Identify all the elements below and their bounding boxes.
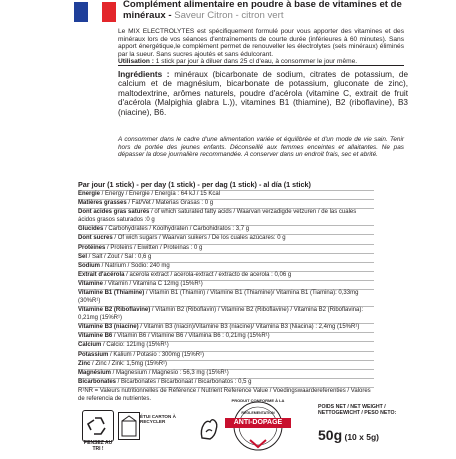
nutrition-row <box>78 190 374 199</box>
nutrition-row-value: / Salt / Zout / Sal : 0,6 g <box>87 253 152 260</box>
carton-label: ÉTUI CARTON À RECYCLER <box>140 414 176 425</box>
nutrition-row <box>78 332 374 341</box>
nutrition-row-value: / Calcio: 121mg (15%R¹) <box>101 342 169 349</box>
nutrition-row-value: / Kalium / Potasio : 300mg (15%R¹) <box>108 351 205 358</box>
usage-text: 1 stick par jour à diluer dans 25 cl d'eau, à consommer le jour même. <box>153 58 358 66</box>
nutrition-row-value: / of which saturated fatty acids / Waarvan verzadigde vetzuren / de las cuales ácidos grasos saturados :0 g <box>78 209 357 223</box>
nutrition-row-label: Calcium <box>78 342 102 349</box>
nutrition-row <box>78 323 374 332</box>
nutrition-row-label: Magnésium <box>78 369 112 376</box>
nutrition-row-value: / Bicarbonates / Bicarbonaat / Bicarbonatos : 0,5 g <box>116 379 252 386</box>
nutrition-row-label: Dont acides gras saturés <box>78 209 150 216</box>
flag-red-stripe <box>102 2 116 22</box>
nutrition-row <box>78 341 374 350</box>
nutrition-row <box>78 360 374 369</box>
nutrition-row <box>78 378 374 387</box>
nutrition-row-label: Sel <box>78 253 88 260</box>
recycle-symbol-icon <box>83 411 113 441</box>
nutrition-row-label: Bicarbonates <box>78 379 117 386</box>
nutrition-row-label: Vitamine <box>78 281 103 288</box>
flag-white-stripe <box>88 2 102 22</box>
nutrition-row-value: / Vitamin B2 (Riboflavin) / Vitamine B2 (Riboflavine) / Vitamina B2 (Riboflavina): 0,21mg (15%R¹) <box>78 307 364 321</box>
recycle-icon <box>82 410 114 442</box>
nutrition-table <box>78 190 374 404</box>
nutrition-row-label: Matières grasses <box>78 200 127 207</box>
nutrition-row-label: Potassium <box>78 351 109 358</box>
ingredients-block <box>118 70 408 117</box>
net-weight-amount: 50g <box>318 427 343 443</box>
nutrition-row <box>78 253 374 262</box>
net-weight-label <box>318 404 408 416</box>
nutrition-row-label: Vitamine B6 <box>78 333 113 340</box>
nutrition-row-value: / Vitamin B1 (Thiamin) / Vitamine B1 (Thiamine)/ Vitamina B1 (Tiamina): 0,33mg (30%R¹) <box>78 290 359 305</box>
nutrition-row-label: Zinc <box>78 360 91 367</box>
usage-label: Utilisation : <box>118 58 154 66</box>
nutrition-row-value: / Vitamin B6 / Vitamine B6 / Vitamina B6 : 0,21mg (15%R¹) <box>112 333 270 340</box>
carton-icon-shape <box>119 413 139 439</box>
ingredients-label: Ingrédients : <box>118 70 170 79</box>
nutrition-row-value: / Magnesium / Magnesio : 56,3 mg (15%R¹) <box>111 369 229 376</box>
carton-box-icon <box>118 412 140 440</box>
nutrition-row <box>78 225 374 234</box>
nutrition-row-label: Vitamine B2 (Riboflavine) <box>78 307 151 314</box>
nutrition-row-label: Vitamine B1 (Thiamine) <box>78 290 145 297</box>
anti-doping-mid-text: RÉGLEMENTATION <box>241 411 275 415</box>
nutrition-row-label: Extrait d'acérola <box>78 272 125 279</box>
nutrition-row-label: Dont sucres <box>78 235 113 242</box>
net-weight-label-line-1: POIDS NET / NET WEIGHT / <box>318 404 386 410</box>
nutrition-row-value: / Carbohydrates / Koolhydraten / Carbohidratos : 3,7 g <box>103 226 250 233</box>
triman-hand-icon <box>196 412 222 444</box>
nutrition-row-value: / Proteins / Eiwitten / Proteínas : 0 g <box>105 244 203 251</box>
nutrition-header: Par jour (1 stick) - per day (1 stick) - per dag (1 stick) - al día (1 stick) <box>78 180 311 189</box>
ingredients-text: minéraux (bicarbonate de sodium, citrates de potassium, de calcium et de magnésium, bicarbonate de potassium, gluconate de zinc), maltodextrine, arômes naturels, poudre d'acérola (vitamine C, extrait de fruit d'acérola (Malpighia glabra L.)), vitamines B1 (thiamine), B2 (riboflavine), B3 (niacine), B6. <box>118 70 408 117</box>
nutrition-row-value: / acerola extract / acerola-extract / extracto de acerola : 0,06 g <box>124 272 292 279</box>
divider <box>118 65 404 66</box>
product-title <box>123 0 403 21</box>
nutrition-row <box>78 234 374 243</box>
nutrition-row-label: Glucides <box>78 226 104 233</box>
nutrition-row <box>78 271 374 280</box>
nutrition-row-label: Sodium <box>78 262 100 269</box>
nutrition-row-value: / Fat/Vet / Materias Grasas : 0 g <box>126 200 214 207</box>
net-weight-label-line-2: NETTOGEWICHT / PESO NETO: <box>318 410 397 417</box>
anti-doping-top-text: PRODUIT CONFORME À LA <box>231 398 285 403</box>
net-weight-value <box>318 427 408 443</box>
net-weight-detail: (10 x 5g) <box>342 432 379 442</box>
nutrition-row <box>78 199 374 208</box>
nutrition-row-label: Energie <box>78 191 101 197</box>
recycle-label: PENSEZ AU TRI ! <box>83 440 113 452</box>
nutrition-row <box>78 208 374 225</box>
nutrition-row <box>78 262 374 271</box>
description-text: Le MIX ELECTROLYTES est spécifiquement formulé pour vous apporter des vitamines et des minéraux lors de vos séances d'entraînements de courte durée (inférieures à 60 minutes). Sans apport énergétique,le complément permet de renouveller les électrolytes (sels minéraux) éliminés par la sueur. Sans sucres ajoutés et sans édulcorant. <box>118 28 404 58</box>
anti-doping-ribbon: ANTI-DOPAGE <box>225 418 291 428</box>
warning-text: A consommer dans le cadre d'une alimentation variée et équilibrée et d'un mode de vie sain. Tenir hors de portée des jeunes enfants. Déconseillé aux femmes enceintes et allaitantes. Ne pas dépasser la dose journalière recommandée. A conserver dans un endroit frais, sec et abrité. <box>118 136 404 159</box>
product-title-text: Complément alimentaire en poudre à base de vitamines et de minéraux - <box>123 0 402 21</box>
flag-blue-stripe <box>74 2 88 22</box>
nutrition-row-value: / Of wich sugars / Waarvan suikers / De los cuales azúcares: 0 g <box>112 235 286 242</box>
product-flavor: Saveur Citron - citron vert <box>174 9 284 21</box>
nutrition-row-value: / Vitamin / Vitamina C 12mg (15%R¹) <box>102 281 203 288</box>
nutrition-row <box>78 280 374 289</box>
french-flag-icon <box>74 2 116 22</box>
triman-symbol-icon <box>196 412 222 444</box>
nutrition-row-value: / Vitamin B3 (niacin)/Vitamine B3 (niacine)/ Vitamina B3 (Niacina) : 2,4mg (15%R¹) <box>138 324 360 331</box>
nutrition-row-value: / Zinc / Zink: 1,5mg (15%R¹) <box>90 360 168 367</box>
nutrition-row <box>78 289 374 306</box>
nutrition-row-label: Protéines <box>78 244 106 251</box>
nutrition-row <box>78 244 374 253</box>
nutrition-row-label: Vitamine B3 (niacine) <box>78 324 139 331</box>
nutrition-row-value: R¹NR = Valeurs nutritionnelles de Référence / Nutrient Reference Value / Voedingswaardereferenties / Valores de referencia de nutrientes. <box>78 388 371 402</box>
product-description <box>118 28 404 66</box>
nutrition-row-value: / Natrium / Sodio: 240 mg <box>100 262 170 269</box>
nutrition-row <box>78 387 374 404</box>
nutrition-row-value: / Energy / Energie / Energía : 64 kJ / 15 Kcal <box>100 191 221 197</box>
nutrition-row <box>78 351 374 360</box>
nutrition-row <box>78 306 374 323</box>
nutrition-row <box>78 369 374 378</box>
